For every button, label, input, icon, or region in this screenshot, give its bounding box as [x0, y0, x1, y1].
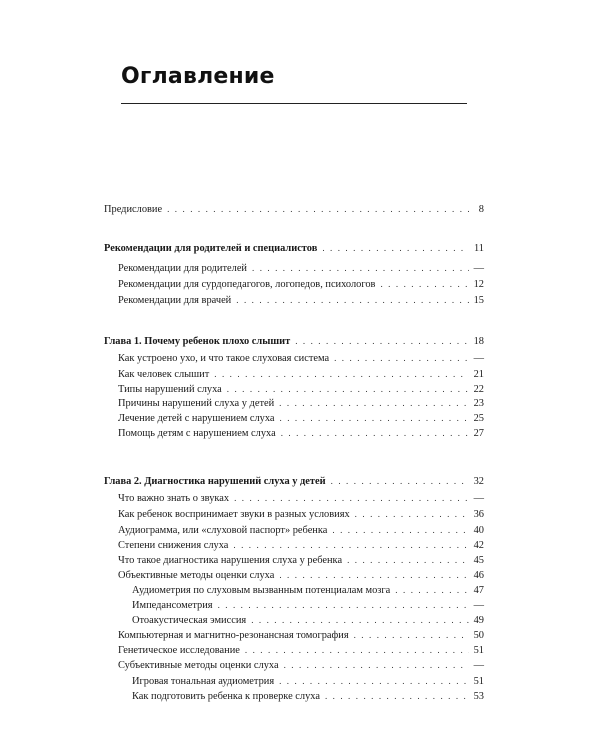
toc-entry-subjective-methods[interactable]: [104, 660, 484, 674]
leader-dots: [322, 243, 469, 253]
leader-dots: [236, 295, 468, 305]
toc-entry-for-parents[interactable]: [104, 263, 484, 277]
toc-entry-label: Субъективные методы оценки слуха: [118, 660, 279, 671]
leader-dots: [280, 413, 469, 423]
toc-entry-label: Аудиограмма, или «слуховой паспорт» ребенка: [118, 525, 328, 536]
leader-dots: [279, 398, 468, 408]
leader-dots: [218, 600, 469, 610]
toc-entry-label: Рекомендации для родителей и специалистов: [104, 243, 318, 254]
toc-entry-page: 51: [473, 676, 484, 687]
toc-entry-label: Импедансометрия: [132, 600, 213, 611]
toc-entry-how-we-hear[interactable]: [104, 369, 484, 383]
toc-entry-play-audiometry[interactable]: [104, 676, 484, 690]
leader-dots: [214, 369, 468, 379]
leader-dots: [325, 691, 469, 701]
toc-entry-for-specialists[interactable]: [104, 279, 484, 293]
toc-entry-page: 40: [473, 525, 484, 536]
toc-entry-label: Как устроено ухо, и что такое слуховая система: [118, 353, 330, 364]
toc-entry-diagnostics[interactable]: [104, 555, 484, 569]
toc-entry-ear-structure[interactable]: [104, 353, 484, 367]
toc-entry-page: 47: [473, 585, 484, 596]
leader-dots: [395, 585, 468, 595]
leader-dots: [281, 428, 469, 438]
toc-entry-tomography[interactable]: [104, 630, 484, 644]
toc-entry-chapter-2[interactable]: [104, 476, 484, 490]
leader-dots: [284, 660, 469, 670]
leader-dots: [332, 525, 468, 535]
toc-entry-page: —: [473, 600, 484, 611]
toc-entry-page: 12: [473, 279, 484, 290]
page-title: Оглавление: [121, 64, 275, 89]
toc-entry-page: 53: [473, 691, 484, 702]
toc-entry-label: Причины нарушений слуха у детей: [118, 398, 275, 409]
toc-entry-page: 36: [473, 509, 484, 520]
toc-entry-label: Предисловие: [104, 204, 163, 215]
toc-entry-genetic[interactable]: [104, 645, 484, 659]
toc-entry-degrees[interactable]: [104, 540, 484, 554]
toc-entry-prepare-child[interactable]: [104, 691, 484, 705]
toc-entry-label: Глава 1. Почему ребенок плохо слышит: [104, 336, 291, 347]
title-rule: [121, 103, 467, 104]
toc-entry-page: 25: [473, 413, 484, 424]
toc-entry-page: 42: [473, 540, 484, 551]
toc-entry-about-sounds[interactable]: [104, 493, 484, 507]
toc-entry-label: Компьютерная и магнитно-резонансная томография: [118, 630, 349, 641]
leader-dots: [380, 279, 468, 289]
leader-dots: [234, 493, 469, 503]
toc-entry-page: 27: [473, 428, 484, 439]
toc-entry-page: 45: [473, 555, 484, 566]
toc-entry-page: 23: [473, 398, 484, 409]
toc-entry-page: —: [473, 263, 484, 274]
leader-dots: [334, 353, 469, 363]
toc-entry-help[interactable]: [104, 428, 484, 442]
toc-entry-label: Типы нарушений слуха: [118, 384, 222, 395]
leader-dots: [295, 336, 468, 346]
toc-entry-label: Генетическое исследование: [118, 645, 240, 656]
toc-entry-label: Рекомендации для сурдопедагогов, логопедов, психологов: [118, 279, 376, 290]
toc-entry-impedancemetry[interactable]: [104, 600, 484, 614]
toc-entry-label: Что такое диагностика нарушения слуха у ребенка: [118, 555, 343, 566]
toc-entry-page: 49: [473, 615, 484, 626]
toc-entry-page: —: [473, 493, 484, 504]
toc-entry-page: 51: [473, 645, 484, 656]
toc-entry-causes[interactable]: [104, 398, 484, 412]
toc-entry-label: Игровая тональная аудиометрия: [132, 676, 275, 687]
toc-entry-label: Как подготовить ребенка к проверке слуха: [132, 691, 320, 702]
toc-entry-sound-perception[interactable]: [104, 509, 484, 523]
leader-dots: [279, 570, 468, 580]
leader-dots: [279, 676, 469, 686]
leader-dots: [347, 555, 469, 565]
toc-entry-label: Как человек слышит: [118, 369, 210, 380]
toc-entry-recommendations[interactable]: [104, 243, 484, 257]
toc-entry-label: Помощь детям с нарушением слуха: [118, 428, 276, 439]
toc-entry-page: 21: [473, 369, 484, 380]
toc-entry-page: 22: [473, 384, 484, 395]
toc-entry-page: —: [473, 353, 484, 364]
leader-dots: [355, 509, 469, 519]
leader-dots: [251, 615, 468, 625]
toc-entry-audiogram[interactable]: [104, 525, 484, 539]
leader-dots: [245, 645, 469, 655]
toc-entry-page: 32: [473, 476, 484, 487]
leader-dots: [252, 263, 469, 273]
toc-entry-label: Лечение детей с нарушением слуха: [118, 413, 275, 424]
toc-entry-page: 15: [473, 295, 484, 306]
toc-entry-label: Отоакустическая эмиссия: [132, 615, 247, 626]
toc-entry-page: 11: [473, 243, 484, 254]
toc-entry-preface[interactable]: [104, 204, 484, 218]
leader-dots: [354, 630, 469, 640]
toc-entry-page: —: [473, 660, 484, 671]
toc-entry-label: Глава 2. Диагностика нарушений слуха у детей: [104, 476, 326, 487]
toc-entry-label: Как ребенок воспринимает звуки в разных условиях: [118, 509, 350, 520]
toc-entry-evoked-potentials[interactable]: [104, 585, 484, 599]
toc-entry-for-doctors[interactable]: [104, 295, 484, 309]
toc-entry-treatment[interactable]: [104, 413, 484, 427]
leader-dots: [167, 204, 469, 214]
toc-entry-label: Что важно знать о звуках: [118, 493, 230, 504]
toc-entry-label: Рекомендации для родителей: [118, 263, 247, 274]
toc-entry-label: Объективные методы оценки слуха: [118, 570, 275, 581]
toc-entry-page: 50: [473, 630, 484, 641]
toc-entry-page: 46: [473, 570, 484, 581]
toc-entry-label: Степени снижения слуха: [118, 540, 229, 551]
toc-entry-otoacoustic-emission[interactable]: [104, 615, 484, 629]
toc-entry-label: Аудиометрия по слуховым вызванным потенциалам мозга: [132, 585, 391, 596]
toc-entry-chapter-1[interactable]: [104, 336, 484, 350]
toc-entry-hearing-loss-types[interactable]: [104, 384, 484, 398]
leader-dots: [331, 476, 469, 486]
leader-dots: [233, 540, 468, 550]
leader-dots: [227, 384, 469, 394]
toc-entry-page: 18: [473, 336, 484, 347]
toc-entry-label: Рекомендации для врачей: [118, 295, 232, 306]
toc-entry-page: 8: [478, 204, 484, 215]
toc-entry-objective-methods[interactable]: [104, 570, 484, 584]
